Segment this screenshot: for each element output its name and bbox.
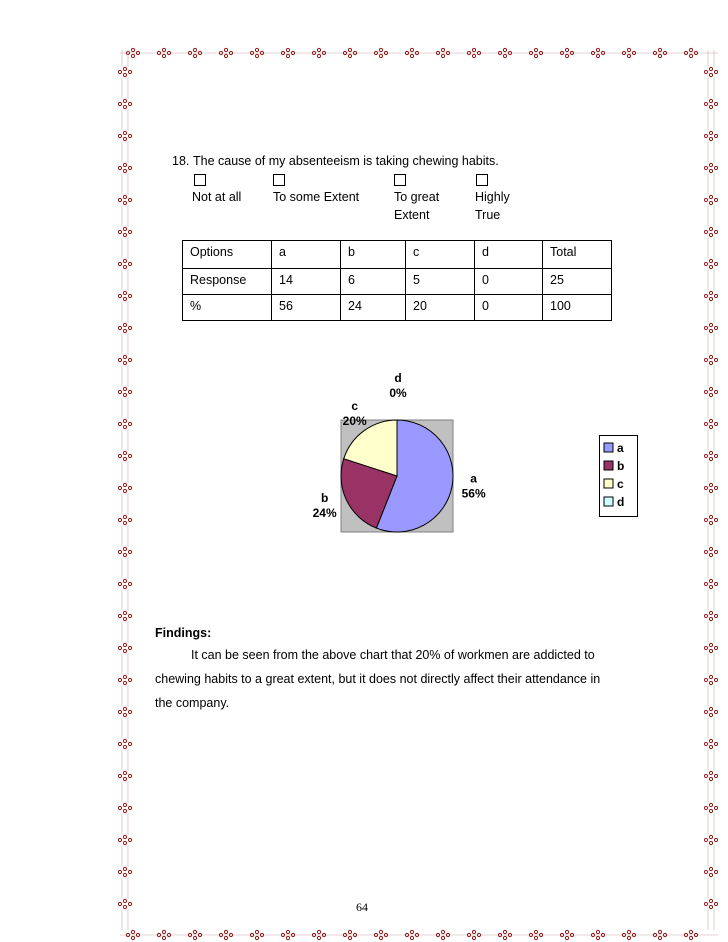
legend-label: d [617, 495, 625, 509]
table-header-cell: Options [183, 241, 272, 269]
legend-label: c [617, 477, 624, 491]
legend-label: b [617, 459, 625, 473]
option-line-1: Highly [475, 190, 510, 204]
slice-label-percent: 56% [461, 486, 486, 501]
table-header-cell: d [475, 241, 543, 269]
legend-swatch-b [604, 461, 613, 470]
option-label-not-at-all: Not at all [192, 190, 242, 204]
findings-line-3: the company. [155, 696, 230, 710]
table-cell: Response [183, 269, 272, 295]
option-label-some-extent: To some Extent [273, 190, 360, 204]
question-number: 18. [172, 154, 190, 168]
slice-label-percent: 20% [342, 413, 367, 428]
table-header-cell: Total [543, 241, 612, 269]
legend-swatch-a [604, 443, 613, 452]
table-cell: 100 [543, 295, 612, 321]
table-cell: 20 [406, 295, 475, 321]
findings-heading: Findings: [155, 626, 212, 640]
slice-label-name: b [320, 491, 329, 506]
page-number: 64 [356, 900, 368, 914]
legend-swatch-c [604, 479, 613, 488]
table-cell: 14 [272, 269, 341, 295]
question-text: The cause of my absenteeism is taking chewing habits. [193, 154, 499, 168]
table-cell: 24 [341, 295, 406, 321]
table-cell: 6 [341, 269, 406, 295]
slice-label-percent: 0% [389, 386, 407, 400]
findings-line-2: chewing habits to a great extent, but it does not directly affect their attendance in [155, 672, 601, 686]
option-line-2: True [475, 208, 501, 222]
slice-label-name: d [394, 371, 402, 385]
slice-label-percent: 24% [312, 506, 337, 521]
table-cell: 25 [543, 269, 612, 295]
chart-legend [599, 435, 638, 517]
legend-label: a [617, 441, 624, 455]
slice-label-name: a [470, 471, 477, 486]
table-cell: 56 [272, 295, 341, 321]
option-line-1: To great [394, 190, 440, 204]
table-cell: 0 [475, 269, 543, 295]
legend-swatch-d [604, 497, 613, 506]
table-header-cell: a [272, 241, 341, 269]
table-cell: % [183, 295, 272, 321]
table-cell: 5 [406, 269, 475, 295]
table-cell: 0 [475, 295, 543, 321]
findings-line-1: It can be seen from the above chart that 20% of workmen are addicted to [191, 648, 595, 662]
table-header-cell: c [406, 241, 475, 269]
option-line-2: Extent [394, 208, 430, 222]
table-header-cell: b [341, 241, 406, 269]
slice-label-name: c [351, 398, 359, 413]
